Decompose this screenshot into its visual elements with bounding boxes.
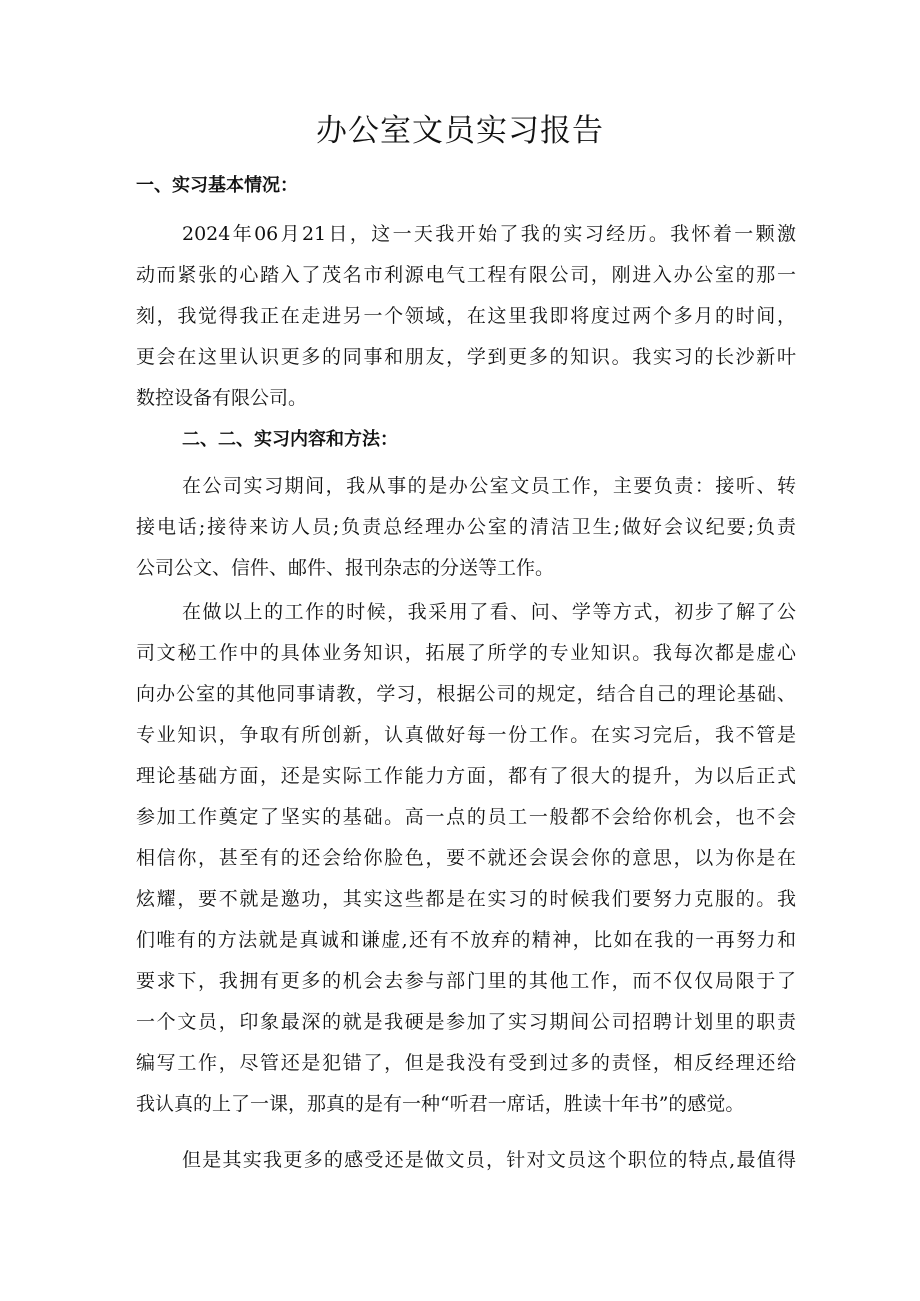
paragraph-line: 但是其实我更多的感受还是做文员，针对文员这个职位的特点,最值得 bbox=[182, 1149, 796, 1171]
section-heading-content-methods: 二、二、实习内容和方法： bbox=[182, 429, 398, 450]
paragraph-line: 公司公文、信件、邮件、报刊杂志的分送等工作。 bbox=[136, 557, 555, 579]
paragraph-line: 炫耀，要不就是邀功，其实这些都是在实习的时候我们要努力克服的。我 bbox=[136, 888, 796, 910]
paragraph-clerk-reflection bbox=[136, 1140, 796, 1181]
paragraph-line: 相信你，甚至有的还会给你脸色，要不就还会误会你的意思，以为你是在 bbox=[136, 847, 796, 869]
paragraph-line: 专业知识，争取有所创新，认真做好每一份工作。在实习完后，我不管是 bbox=[136, 724, 796, 746]
paragraph-line: 编写工作，尽管还是犯错了，但是我没有受到过多的责怪，相反经理还给 bbox=[136, 1052, 796, 1074]
paragraph-line: 在做以上的工作的时候，我采用了看、问、学等方式，初步了解了公 bbox=[182, 601, 796, 623]
paragraph-line: 数控设备有限公司。 bbox=[136, 387, 308, 409]
paragraph-line: 更会在这里认识更多的同事和朋友，学到更多的知识。我实习的长沙新叶 bbox=[136, 346, 796, 368]
paragraph-line: 要求下，我拥有更多的机会去参与部门里的其他工作，而不仅仅局限于了 bbox=[136, 970, 796, 992]
paragraph-line: 参加工作奠定了坚实的基础。高一点的员工一般都不会给你机会，也不会 bbox=[136, 806, 796, 828]
paragraph-line: 动而紧张的心踏入了茂名市利源电气工程有限公司，刚进入办公室的那一 bbox=[136, 264, 796, 286]
paragraph-learning-methods bbox=[136, 592, 796, 1125]
paragraph-internship-start bbox=[136, 214, 796, 419]
paragraph-duties bbox=[136, 466, 796, 589]
section-heading-basic-info: 一、实习基本情况： bbox=[136, 175, 298, 196]
document-title: 办公室文员实习报告 bbox=[316, 113, 604, 149]
paragraph-line: 接电话;接待来访人员;负责总经理办公室的清洁卫生;做好会议纪要;负责 bbox=[136, 516, 796, 538]
paragraph-line: 向办公室的其他同事请教，学习，根据公司的规定，结合自己的理论基础、 bbox=[136, 683, 796, 705]
paragraph-line: 一个文员，印象最深的就是我硬是参加了实习期间公司招聘计划里的职责 bbox=[136, 1011, 796, 1033]
paragraph-line: 们唯有的方法就是真诚和谦虚,还有不放弃的精神，比如在我的一再努力和 bbox=[136, 929, 796, 951]
paragraph-line: 刻，我觉得我正在走进另一个领域，在这里我即将度过两个多月的时间， bbox=[136, 305, 796, 327]
paragraph-line: 理论基础方面，还是实际工作能力方面，都有了很大的提升，为以后正式 bbox=[136, 765, 796, 787]
paragraph-line: 在公司实习期间，我从事的是办公室文员工作，主要负责：接听、转 bbox=[182, 475, 796, 497]
paragraph-line: 2024年06月21日，这一天我开始了我的实习经历。我怀着一颗激 bbox=[182, 223, 796, 245]
paragraph-line: 司文秘工作中的具体业务知识，拓展了所学的专业知识。我每次都是虚心 bbox=[136, 642, 796, 664]
paragraph-line: 我认真的上了一课，那真的是有一种“听君一席话，胜读十年书”的感觉。 bbox=[136, 1093, 745, 1115]
